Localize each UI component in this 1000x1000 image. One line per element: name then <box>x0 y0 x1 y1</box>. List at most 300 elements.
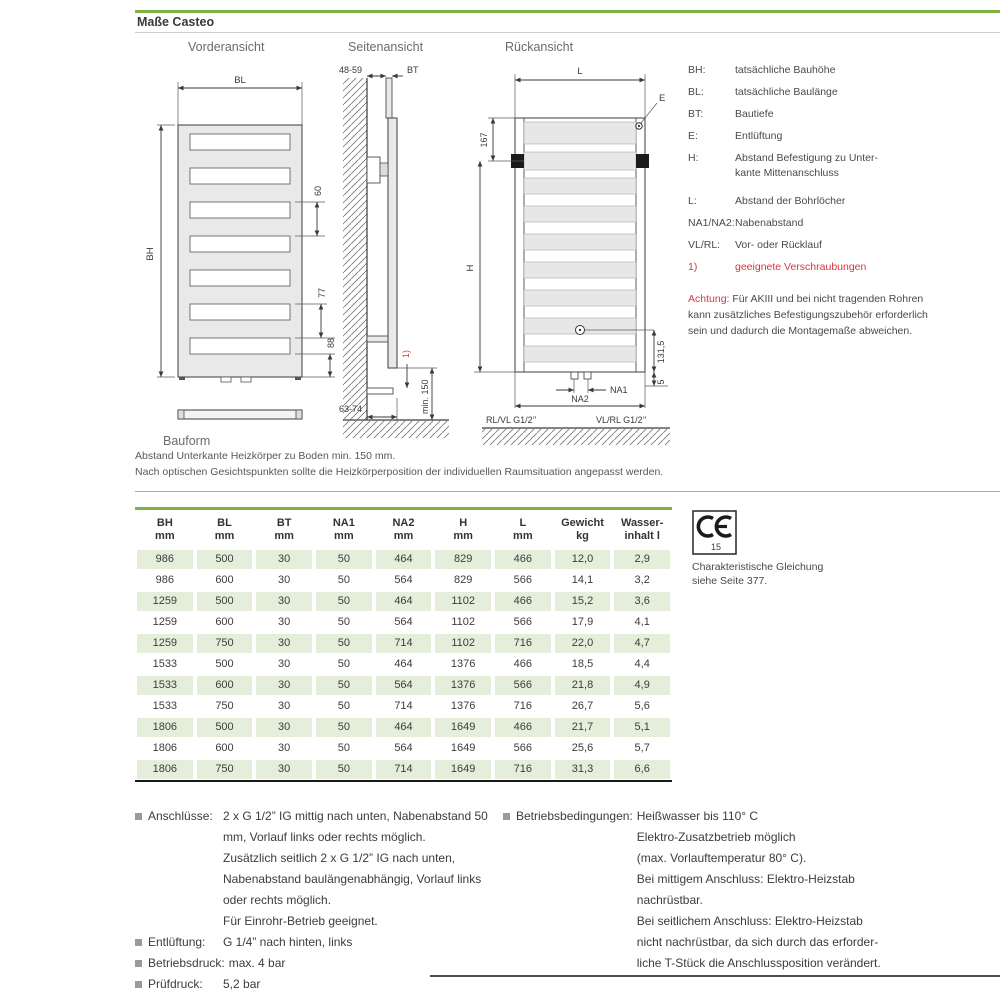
cell-value: 50 <box>337 616 350 628</box>
cell-value: 829 <box>453 574 473 586</box>
column-unit: mm <box>453 530 473 542</box>
cell-value: 50 <box>337 658 350 670</box>
table-cell <box>195 675 255 696</box>
legend-term: VL/RL: <box>688 239 721 251</box>
cell-value: 564 <box>376 676 432 695</box>
bullet-icon <box>135 813 142 820</box>
table-cell <box>374 738 434 759</box>
dim-48-59-label: 48-59 <box>339 65 363 75</box>
dim-88-label: 88 <box>326 337 336 348</box>
table-cell <box>195 633 255 654</box>
spec-value-line: Heißwasser bis 110° C <box>636 809 759 823</box>
table-cell <box>195 612 255 633</box>
table-cell <box>254 759 314 780</box>
legend-term: BH: <box>688 64 706 76</box>
column-unit: mm <box>513 530 533 542</box>
legend-desc: Nabenabstand <box>735 217 804 229</box>
legend-desc: Bautiefe <box>735 108 774 120</box>
table-cell <box>135 717 195 738</box>
column-header <box>433 517 493 543</box>
front-view-label: Vorderansicht <box>188 40 265 54</box>
bullet-icon <box>503 813 510 820</box>
conn-left-label: RL/VL G1/2’’ <box>486 415 537 425</box>
cell-value: 500 <box>197 592 253 611</box>
dim-na2-label: NA2 <box>571 394 589 404</box>
spec-value-line: mm, Vorlauf links oder rechts möglich. <box>223 830 426 844</box>
table-cell <box>254 612 314 633</box>
table-cell <box>314 654 374 675</box>
table-cell <box>433 654 493 675</box>
legend-term: BT: <box>688 108 704 120</box>
table-cell <box>612 633 672 654</box>
table-cell <box>612 717 672 738</box>
cell-value: 466 <box>513 658 532 670</box>
table-cell <box>553 759 613 780</box>
table-cell <box>314 738 374 759</box>
dim-na1-label: NA1 <box>610 385 628 395</box>
column-unit: mm <box>214 530 235 542</box>
cell-value: 1649 <box>435 760 491 779</box>
table-cell <box>195 570 255 591</box>
table-cell <box>374 759 434 780</box>
column-unit: mm <box>334 530 354 542</box>
table-cell <box>374 654 434 675</box>
spec-value-line: liche T-Stück die Anschlussposition verändert. <box>636 956 881 970</box>
cell-value: 716 <box>495 634 551 653</box>
dim-77-label: 77 <box>317 287 327 298</box>
table-cell <box>314 759 374 780</box>
cell-value: 25,6 <box>571 742 594 754</box>
column-unit: mm <box>393 530 414 542</box>
cell-value: 1533 <box>152 658 178 670</box>
column-label: NA1 <box>332 517 355 529</box>
table-cell <box>195 738 255 759</box>
table-cell <box>433 675 493 696</box>
column-label: NA2 <box>392 517 415 529</box>
column-label: H <box>459 517 468 529</box>
cell-value: 30 <box>256 676 312 695</box>
cell-value: 714 <box>376 634 432 653</box>
table-cell <box>254 591 314 612</box>
cell-value: 564 <box>394 742 413 754</box>
dim-167-label: 167 <box>479 132 489 148</box>
top-rule <box>135 10 1000 13</box>
cell-value: 22,0 <box>555 634 611 653</box>
spec-value-line: 2 x G 1/2” IG mittig nach unten, Nabenabstand 50 <box>223 809 488 823</box>
legend-item <box>688 107 1000 122</box>
cell-value: 30 <box>278 658 291 670</box>
cell-value: 1376 <box>450 658 476 670</box>
legend-list <box>688 63 1000 282</box>
table-row <box>135 570 672 591</box>
table-cell <box>553 717 613 738</box>
cell-value: 500 <box>215 658 234 670</box>
table-cell <box>553 570 613 591</box>
table-cell <box>195 549 255 570</box>
spec-value-line: (max. Vorlauftemperatur 80° C). <box>636 851 807 865</box>
column-header <box>612 517 672 543</box>
table-cell <box>493 759 553 780</box>
column-label: BH <box>156 517 173 529</box>
table-cell <box>374 675 434 696</box>
spec-value-line: max. 4 bar <box>228 956 286 970</box>
cell-value: 466 <box>495 718 551 737</box>
specs-right <box>503 806 1000 974</box>
legend-desc: tatsächliche Baulänge <box>735 86 838 98</box>
table-row <box>135 717 672 738</box>
bauform-top-view <box>178 410 302 419</box>
spec-item <box>135 932 500 953</box>
screw-note-label: 1) <box>401 349 411 358</box>
table-header-row <box>135 510 672 549</box>
cell-value: 30 <box>256 634 312 653</box>
table-row <box>135 654 672 675</box>
spec-label: Betriebsdruck: <box>148 956 225 970</box>
cell-value: 5,1 <box>614 718 670 737</box>
table-cell <box>374 570 434 591</box>
cell-value: 14,1 <box>571 574 594 586</box>
cell-value: 566 <box>495 676 551 695</box>
table-cell <box>254 717 314 738</box>
table-cell <box>135 633 195 654</box>
warning-label: Achtung: <box>688 293 730 305</box>
footnotes <box>135 449 915 480</box>
table-cell <box>612 654 672 675</box>
table-cell <box>254 675 314 696</box>
table-row <box>135 738 672 759</box>
title-underline <box>135 32 1000 33</box>
table-cell <box>612 612 672 633</box>
warning-block <box>688 291 940 339</box>
cell-value: 21,8 <box>555 676 611 695</box>
table-cell <box>612 759 672 780</box>
table-cell <box>433 717 493 738</box>
column-header <box>493 517 553 543</box>
cell-value: 600 <box>215 616 234 628</box>
table-cell <box>433 549 493 570</box>
cell-value: 1806 <box>152 742 178 754</box>
column-header <box>374 517 434 543</box>
cell-value: 50 <box>316 550 372 569</box>
side-view-drawing <box>337 62 462 447</box>
column-unit: mm <box>274 530 294 542</box>
dim-60-label: 60 <box>313 185 323 196</box>
cell-value: 50 <box>337 700 350 712</box>
legend-item <box>688 260 1000 275</box>
table-row <box>135 591 672 612</box>
table-row <box>135 612 672 633</box>
legend-desc: tatsächliche Bauhöhe <box>735 64 836 76</box>
cell-value: 566 <box>513 742 532 754</box>
table-cell <box>612 549 672 570</box>
table-cell <box>135 675 195 696</box>
legend-item <box>688 216 1000 231</box>
legend-term: E: <box>688 130 698 142</box>
cell-value: 716 <box>495 760 551 779</box>
front-view-drawing <box>145 70 340 432</box>
table-cell <box>314 696 374 717</box>
rear-view-drawing <box>460 62 675 447</box>
cell-value: 30 <box>278 742 291 754</box>
spec-value <box>223 974 260 995</box>
cell-value: 30 <box>256 592 312 611</box>
cell-value: 466 <box>495 592 551 611</box>
cell-value: 50 <box>316 592 372 611</box>
spec-label: Anschlüsse: <box>148 809 213 823</box>
table-cell <box>254 696 314 717</box>
side-view-label: Seitenansicht <box>348 40 424 54</box>
table-cell <box>553 696 613 717</box>
column-header <box>553 517 613 543</box>
table-cell <box>493 738 553 759</box>
cell-value: 50 <box>316 760 372 779</box>
cell-value: 50 <box>337 742 350 754</box>
table-cell <box>612 738 672 759</box>
column-header <box>135 517 195 543</box>
dim-131-label: 131,5 <box>656 340 666 364</box>
cell-value: 17,9 <box>571 616 594 628</box>
section-divider <box>135 491 1000 492</box>
cell-value: 986 <box>137 550 193 569</box>
legend-term: L: <box>688 195 697 207</box>
legend-term: H: <box>688 152 699 164</box>
legend-item <box>688 63 1000 78</box>
footer-rule <box>430 975 1000 977</box>
table-bottom-rule <box>135 780 672 782</box>
cell-value: 4,1 <box>634 616 650 628</box>
cell-value: 1533 <box>137 676 193 695</box>
cell-value: 1376 <box>450 700 476 712</box>
table-cell <box>433 612 493 633</box>
cell-value: 600 <box>215 742 234 754</box>
table-cell <box>553 549 613 570</box>
dim-63-74-label: 63-74 <box>339 404 363 414</box>
table-cell <box>493 696 553 717</box>
spec-item <box>135 974 500 995</box>
table-cell <box>493 675 553 696</box>
cell-value: 5,6 <box>634 700 650 712</box>
table-cell <box>135 570 195 591</box>
column-header <box>195 517 255 543</box>
cell-value: 30 <box>256 718 312 737</box>
cell-value: 50 <box>316 718 372 737</box>
legend-item <box>688 129 1000 144</box>
legend-desc: geeignete Verschraubungen <box>735 261 867 273</box>
table-cell <box>553 738 613 759</box>
spec-label: Entlüftung: <box>148 935 206 949</box>
cell-value: 26,7 <box>571 700 594 712</box>
table-cell <box>314 717 374 738</box>
cell-value: 30 <box>278 616 291 628</box>
cell-value: 6,6 <box>614 760 670 779</box>
table-cell <box>433 570 493 591</box>
cell-value: 500 <box>197 550 253 569</box>
legend-term: 1) <box>688 261 698 273</box>
ce-number: 15 <box>710 542 722 552</box>
bullet-icon <box>135 960 142 967</box>
vent-label: E <box>659 93 666 104</box>
legend-item <box>688 85 1000 100</box>
table-cell <box>493 654 553 675</box>
spec-value-line: nicht nachrüstbar, da sich durch das erforder- <box>636 935 879 949</box>
column-header <box>254 517 314 543</box>
legend-desc: Abstand Befestigung zu Unter- kante Mittenanschluss <box>735 152 879 179</box>
cell-value: 30 <box>256 760 312 779</box>
table-cell <box>433 696 493 717</box>
cell-value: 1649 <box>450 742 476 754</box>
cell-value: 50 <box>316 634 372 653</box>
table-cell <box>135 696 195 717</box>
cell-value: 716 <box>513 700 532 712</box>
cell-value: 21,7 <box>555 718 611 737</box>
table-cell <box>493 633 553 654</box>
cell-value: 1806 <box>137 760 193 779</box>
cell-value: 15,2 <box>555 592 611 611</box>
table-cell <box>254 633 314 654</box>
spec-value-line: Nabenabstand baulängenabhängig, Vorlauf links <box>223 872 482 886</box>
spec-item <box>135 953 500 974</box>
cell-value: 4,9 <box>614 676 670 695</box>
spec-value-line: Für Einrohr-Betrieb geeignet. <box>223 914 378 928</box>
table-cell <box>314 570 374 591</box>
cell-value: 1806 <box>137 718 193 737</box>
footnote-line-2: Nach optischen Gesichtspunkten sollte die Heizkörperposition der individuellen Raumsituation angepasst werden. <box>135 465 664 478</box>
table-cell <box>612 591 672 612</box>
cell-value: 4,4 <box>634 658 650 670</box>
table-cell <box>195 717 255 738</box>
cell-value: 464 <box>376 592 432 611</box>
spec-value-line: 5,2 bar <box>223 977 261 991</box>
cell-value: 464 <box>376 718 432 737</box>
column-header <box>314 517 374 543</box>
dim-bt-label: BT <box>407 65 419 75</box>
table-cell <box>314 612 374 633</box>
cell-value: 1102 <box>451 616 475 628</box>
cell-value: 600 <box>215 574 234 586</box>
ce-caption-line-1: Charakteristische Gleichung <box>692 561 824 573</box>
table-cell <box>553 654 613 675</box>
table-cell <box>135 612 195 633</box>
cell-value: 4,7 <box>614 634 670 653</box>
column-label: BL <box>217 517 232 529</box>
column-unit: kg <box>576 530 589 542</box>
table-cell <box>433 759 493 780</box>
cell-value: 50 <box>316 676 372 695</box>
table-cell <box>553 633 613 654</box>
spec-item <box>503 806 1000 974</box>
conn-right-label: VL/RL G1/2’’ <box>596 415 647 425</box>
table-cell <box>493 570 553 591</box>
spec-value-line: Elektro-Zusatzbetrieb möglich <box>636 830 796 844</box>
cell-value: 1649 <box>435 718 491 737</box>
cell-value: 12,0 <box>555 550 611 569</box>
table-cell <box>254 654 314 675</box>
legend-term: NA1/NA2: <box>688 217 735 229</box>
ce-mark <box>692 510 737 555</box>
ce-caption-line-2: siehe Seite 377. <box>692 575 768 587</box>
cell-value: 1533 <box>152 700 178 712</box>
table-cell <box>135 738 195 759</box>
cell-value: 464 <box>394 658 413 670</box>
spec-value-line: Bei seitlichem Anschluss: Elektro-Heizstab <box>636 914 863 928</box>
table-cell <box>135 591 195 612</box>
column-label: Wasser- <box>620 517 664 529</box>
cell-value: 31,3 <box>555 760 611 779</box>
cell-value: 464 <box>376 550 432 569</box>
page-title: Maße Casteo <box>137 15 215 29</box>
spec-label: Betriebsbedingungen: <box>516 809 633 823</box>
table-cell <box>135 759 195 780</box>
column-unit: inhalt l <box>624 530 660 542</box>
table-cell <box>314 549 374 570</box>
column-unit: mm <box>155 530 175 542</box>
cell-value: 30 <box>278 574 291 586</box>
legend-term: BL: <box>688 86 704 98</box>
spec-value <box>223 806 488 932</box>
cell-value: 714 <box>376 760 432 779</box>
table-cell <box>195 759 255 780</box>
table-cell <box>374 696 434 717</box>
cell-value: 829 <box>435 550 491 569</box>
spec-label: Prüfdruck: <box>148 977 203 991</box>
table-cell <box>135 549 195 570</box>
bullet-icon <box>135 981 142 988</box>
cell-value: 600 <box>197 676 253 695</box>
table-cell <box>553 675 613 696</box>
cell-value: 466 <box>495 550 551 569</box>
cell-value: 18,5 <box>571 658 594 670</box>
cell-value: 1259 <box>137 634 193 653</box>
spec-value <box>637 806 881 974</box>
table-cell <box>374 717 434 738</box>
spec-value-line: Zusätzlich seitlich 2 x G 1/2” IG nach unten, <box>223 851 456 865</box>
cell-value: 714 <box>394 700 413 712</box>
table-cell <box>195 696 255 717</box>
table-row <box>135 549 672 570</box>
table-cell <box>433 738 493 759</box>
cell-value: 3,2 <box>634 574 650 586</box>
column-label: Gewicht <box>561 517 604 529</box>
table-cell <box>314 633 374 654</box>
table-cell <box>493 612 553 633</box>
cell-value: 5,7 <box>634 742 650 754</box>
table-cell <box>374 633 434 654</box>
cell-value: 750 <box>197 634 253 653</box>
table-cell <box>493 717 553 738</box>
dim-l-label: L <box>577 66 583 77</box>
cell-value: 1259 <box>152 616 178 628</box>
legend-item <box>688 238 1000 253</box>
table-cell <box>612 696 672 717</box>
table-cell <box>553 591 613 612</box>
dim-bl-label: BL <box>234 75 246 86</box>
table-cell <box>254 549 314 570</box>
table-body <box>135 549 672 780</box>
table-cell <box>374 549 434 570</box>
spec-item <box>135 806 500 932</box>
table-row <box>135 675 672 696</box>
cell-value: 30 <box>278 700 291 712</box>
wall-bracket-right <box>636 154 649 168</box>
table-cell <box>314 591 374 612</box>
footnote-line-1: Abstand Unterkante Heizkörper zu Boden min. 150 mm. <box>135 450 396 462</box>
cell-value: 3,6 <box>614 592 670 611</box>
table-cell <box>553 612 613 633</box>
table-cell <box>254 738 314 759</box>
table-cell <box>374 591 434 612</box>
table-cell <box>612 570 672 591</box>
column-label: L <box>519 517 527 529</box>
